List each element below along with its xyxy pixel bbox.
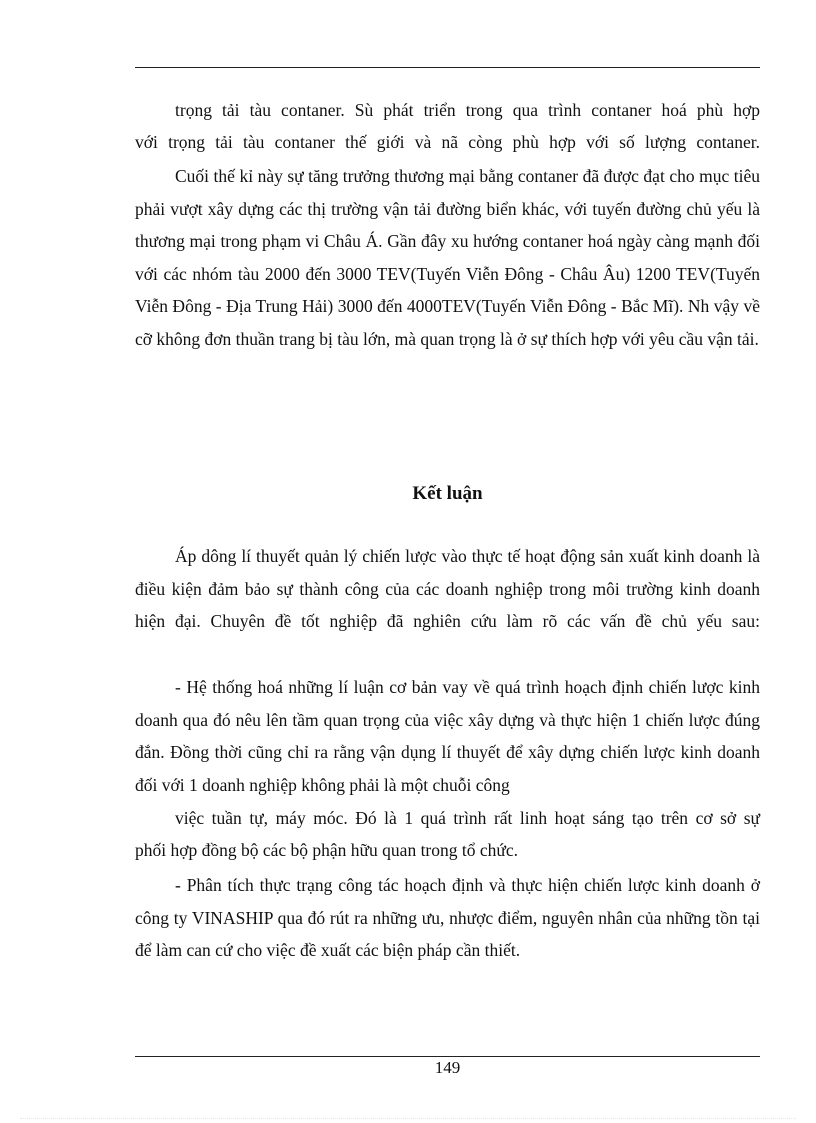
header-rule [135, 67, 760, 68]
page-edge-divider [20, 1118, 796, 1119]
paragraph-4-continuation-line-1: việc tuần tự, máy móc. Đó là 1 quá trình rất linh hoạt sáng tạo trên cơ sở sự [175, 808, 760, 828]
paragraph-3: Áp dông lí thuyết quản lý chiến lược vào thực tế hoạt động sản xuất kinh doanh là điều kiện đảm bảo sự thành công của các doanh nghiệp trong môi trường kinh doanh hiện đại. Chuyên đề tốt nghiệp đã nghiên cứu làm rõ các vấn đề chủ yếu sau: [135, 546, 760, 631]
paragraph-1-line-1: trọng tải tàu contaner. Sù phát triển trong qua trình contaner hoá phù hợp [175, 100, 760, 120]
paragraph-4: - Hệ thống hoá những lí luận cơ bản vay về quá trình hoạch định chiến lược kinh doanh qua đó nêu lên tầm quan trọng của việc xây dựng và thực hiện 1 chiến lược đúng đắn. Đồng thời cũng chỉ ra rằng vận dụng lí thuyết để xây dựng chiến lược kinh doanh đối với 1 doanh nghiệp không phải là một chuỗi công [135, 677, 760, 795]
page-number: 149 [434, 1058, 461, 1077]
section-heading: Kết luận [412, 483, 483, 504]
paragraph-5: - Phân tích thực trạng công tác hoạch định và thực hiện chiến lược kinh doanh ở công ty VINASHIP qua đó rút ra những ưu, nhược điểm, nguyên nhân của những tồn tại để làm can cứ cho việc đề xuất các biện pháp cần thiết. [135, 875, 760, 960]
paragraph-4-continuation-line-2: phối hợp đồng bộ các bộ phận hữu quan trong tổ chức. [135, 840, 519, 860]
paragraph-1-line-2: với trọng tải tàu contaner thế giới và nã còng phù hợp với số lượng contaner. [135, 132, 760, 152]
paragraph-2: Cuối thế kỉ này sự tăng trưởng thương mại bằng contaner đã được đạt cho mục tiêu phải vượt xây dựng các thị trường vận tải đường biển khác, với tuyến đường chủ yếu là thương mại trong phạm vi Châu Á. Gần đây xu hướng contaner hoá ngày càng mạnh đối với các nhóm tàu 2000 đến 3000 TEV(Tuyến Viễn Đông - Châu Âu) 1200 TEV(Tuyến Viễn Đông - Địa Trung Hải) 3000 đến 4000TEV(Tuyến Viễn Đông - Bắc Mĩ). Nh vậy về cỡ không đơn thuần trang bị tàu lớn, mà quan trọng là ở sự thích hợp với yêu cầu vận tải. [135, 166, 760, 349]
